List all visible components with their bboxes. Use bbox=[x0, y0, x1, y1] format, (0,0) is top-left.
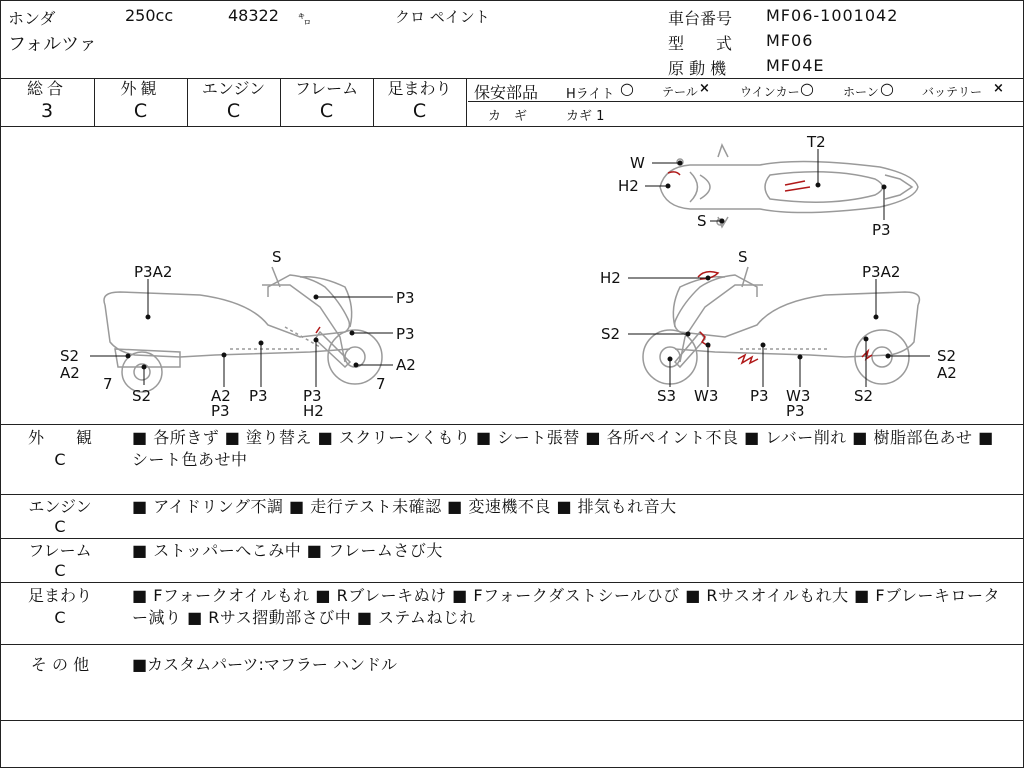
label-left-s2: S2 bbox=[60, 347, 80, 365]
label-top-p3: P3 bbox=[872, 221, 891, 239]
type-label: 型 式 bbox=[668, 34, 733, 53]
section-frame-text: ■ ストッパーへこみ中 ■ フレームさび大 bbox=[132, 541, 443, 560]
label-left-a2-lower: A2 bbox=[211, 387, 231, 405]
displacement: 250cc bbox=[125, 6, 174, 25]
section-other-label: そ の 他 bbox=[30, 655, 90, 674]
label-right-s2-left: S2 bbox=[601, 325, 621, 343]
section-engine-text: ■ アイドリング不調 ■ 走行テスト未確認 ■ 変速機不良 ■ 排気もれ音大 bbox=[132, 497, 677, 516]
label-right-p3-lower: P3 bbox=[786, 402, 805, 420]
grade-label: 総合 bbox=[26, 79, 67, 98]
label-left-h2-front: H2 bbox=[303, 402, 324, 420]
scooter-left-view bbox=[104, 267, 382, 392]
label-left-p3-top: P3 bbox=[396, 289, 415, 307]
damage-diagram bbox=[0, 127, 1024, 424]
label-top-h2: H2 bbox=[618, 177, 639, 195]
label-right-p3a2: P3A2 bbox=[862, 263, 901, 281]
section-suspension-text: ■ Fフォークオイルもれ ■ Rブレーキぬけ ■ Fフォークダストシールひび ■ Rサスオイルもれ大 ■ Fブレーキローター減り ■ Rサス摺動部さび中 ■ ステムねじれ bbox=[132, 586, 1000, 627]
engine-value: MF04E bbox=[766, 56, 825, 75]
label-leaders bbox=[90, 149, 930, 387]
safety-headlight-mark: ○ bbox=[620, 79, 634, 98]
divider bbox=[0, 582, 1024, 583]
divider bbox=[466, 78, 467, 126]
section-engine-label: エンジン bbox=[28, 497, 92, 516]
label-top-s: S bbox=[697, 212, 707, 230]
scooter-right-view bbox=[643, 267, 919, 384]
grade-engine bbox=[187, 78, 280, 126]
label-left-p3-mid: P3 bbox=[249, 387, 268, 405]
label-left-s: S bbox=[272, 248, 282, 266]
divider bbox=[0, 494, 1024, 495]
label-left-seven-right: 7 bbox=[376, 375, 386, 393]
type-value: MF06 bbox=[766, 31, 814, 50]
label-left-p3a2: P3A2 bbox=[134, 263, 173, 281]
label-top-t2: T2 bbox=[807, 133, 826, 151]
grade-suspension bbox=[373, 78, 466, 126]
section-other-text: ■カスタムパーツ:マフラー ハンドル bbox=[132, 655, 397, 674]
divider bbox=[468, 101, 1024, 102]
engine-label: 原 動 機 bbox=[668, 59, 727, 78]
section-frame-grade: C bbox=[54, 561, 66, 580]
divider bbox=[0, 644, 1024, 645]
mileage-unit: ㌔ bbox=[298, 13, 312, 28]
label-top-w: W bbox=[630, 154, 645, 172]
maker-name: ホンダ bbox=[8, 9, 56, 28]
label-right-w3: W3 bbox=[694, 387, 719, 405]
section-exterior-text: ■ 各所きず ■ 塗り替え ■ スクリーンくもり ■ シート張替 ■ 各所ペイント不良 ■ レバー削れ ■ 樹脂部色あせ ■ シート色あせ中 bbox=[132, 428, 994, 469]
label-left-a2-right: A2 bbox=[396, 356, 416, 374]
safety-winker-mark: ○ bbox=[800, 79, 814, 98]
grade-value: C bbox=[319, 100, 334, 122]
grade-value: C bbox=[226, 100, 241, 122]
grade-frame bbox=[280, 78, 373, 126]
grade-overall bbox=[0, 78, 94, 126]
safety-title: 保安部品 bbox=[474, 83, 539, 102]
label-right-a2: A2 bbox=[937, 364, 957, 382]
section-engine-grade: C bbox=[54, 517, 66, 536]
divider bbox=[0, 720, 1024, 721]
safety-horn-label: ホーン bbox=[843, 85, 879, 99]
section-suspension-grade: C bbox=[54, 608, 66, 627]
label-right-p3: P3 bbox=[750, 387, 769, 405]
grade-value: C bbox=[412, 100, 427, 122]
safety-tail-mark: × bbox=[699, 81, 710, 96]
divider bbox=[0, 424, 1024, 425]
label-left-seven: 7 bbox=[103, 375, 113, 393]
section-exterior-grade: C bbox=[54, 450, 66, 469]
safety-battery-label: バッテリー bbox=[922, 85, 983, 99]
label-left-p3-right: P3 bbox=[396, 325, 415, 343]
chassis-label: 車台番号 bbox=[668, 9, 733, 28]
label-right-s2: S2 bbox=[937, 347, 957, 365]
grade-value: 3 bbox=[40, 100, 54, 122]
safety-winker-label: ウインカー bbox=[740, 85, 800, 99]
section-exterior-label: 外 観 bbox=[27, 428, 92, 447]
label-left-s2-bottom: S2 bbox=[132, 387, 152, 405]
label-right-s3: S3 bbox=[657, 387, 677, 405]
grade-label: フレーム bbox=[294, 79, 359, 98]
section-suspension-label: 足まわり bbox=[27, 586, 92, 605]
model-name: フォルツァ bbox=[8, 34, 97, 55]
label-left-p3-lower: P3 bbox=[211, 402, 230, 420]
grade-value: C bbox=[133, 100, 148, 122]
label-right-s2-bottom: S2 bbox=[854, 387, 874, 405]
grade-label: 足まわり bbox=[387, 79, 452, 98]
grade-label: 外観 bbox=[120, 79, 161, 98]
section-frame-label: フレーム bbox=[28, 541, 92, 560]
grade-label: エンジン bbox=[201, 79, 266, 98]
safety-tail-label: テール bbox=[662, 85, 698, 99]
key-label: カ ギ bbox=[488, 109, 528, 124]
label-right-s: S bbox=[738, 248, 748, 266]
key-value: カギ 1 bbox=[566, 109, 605, 124]
safety-horn-mark: ○ bbox=[880, 79, 894, 98]
color: クロ ペイント bbox=[395, 8, 490, 26]
label-left-p3-front: P3 bbox=[303, 387, 322, 405]
label-left-a2: A2 bbox=[60, 364, 80, 382]
safety-battery-mark: × bbox=[993, 81, 1004, 96]
divider bbox=[0, 538, 1024, 539]
mileage: 48322 bbox=[228, 6, 279, 25]
safety-headlight-label: Hライト bbox=[566, 87, 615, 102]
label-right-w3-lower: W3 bbox=[786, 387, 811, 405]
chassis-value: MF06-1001042 bbox=[766, 6, 899, 25]
label-right-h2: H2 bbox=[600, 269, 621, 287]
grade-exterior bbox=[94, 78, 187, 126]
